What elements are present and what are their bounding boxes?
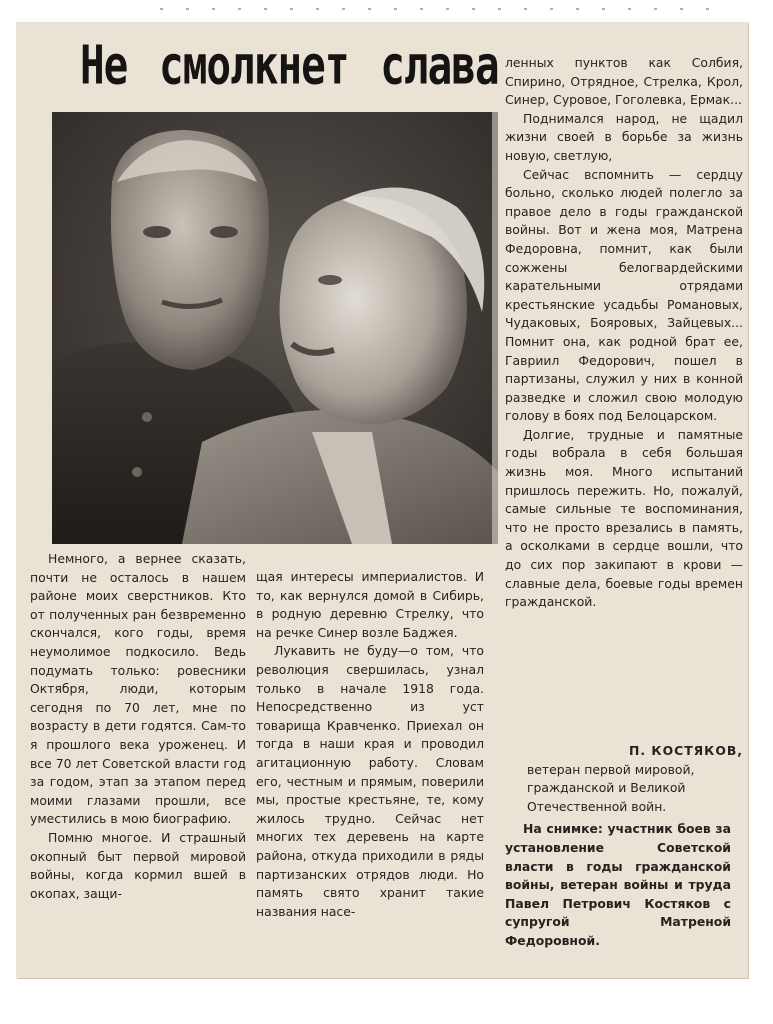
article-photo: [52, 112, 498, 544]
paragraph: Лукавить не буду—о том, что революция свершилась, узнал только в начале 1918 года. Непосредственно из уст товарища Кравченко. Приехал он тогда в наши края и проводил агитационную работу. Словам его, честным и прямым, поверили мы, простые крестьяне, те, кому жилось трудно. Сейчас нет многих тех деревень на карте района, откуда приходили в ряды партизанских отрядов люди. Но память свято хранит такие названия насе-: [256, 643, 484, 919]
paragraph: Помню многое. И страшный окопный быт первой мировой войны, когда кормил вшей в окопах, защи-: [30, 829, 246, 901]
column-2: [256, 568, 484, 921]
paragraph: Долгие, трудные и памятные годы вобрала в себя большая жизнь моя. Много испытаний пришлось пережить. Но, пожалуй, самые сильные те воспоминания, что не просто врезались в память, а осколками в сердце вошли, что до сих пор закипают в крови — славные дела, боевые годы времен гражданской.: [505, 426, 743, 610]
paragraph: Немного, а вернее сказать, почти не осталось в нашем районе моих сверстников. Кто от полученных ран безвременно скончался, кого годы, время неумолимое подкосило. Ведь подумать только: ровесники Октября, люди, которым сегодня по 70 лет, мне по возрасту в дети годятся. Сам-то я прошлого века уроженец. И все 70 лет Советской власти год за годом, этап за этапом перед моими глазами прошли, все уместились в мою биографию.: [30, 551, 246, 827]
column-1: [30, 550, 246, 903]
paragraph: щая интересы империалистов. И то, как вернулся домой в Сибирь, в родную деревню Стрелку, что на речке Синер возле Баджея.: [256, 569, 484, 640]
paragraph: Поднимался народ, не щадил жизни своей в борьбе за жизнь новую, светлую,: [505, 110, 743, 163]
paragraph: ленных пунктов как Солбия, Спирино, Отрядное, Стрелка, Крол, Синер, Суровое, Гоголевка, Ермак...: [505, 55, 743, 108]
page-edge-marks: [160, 8, 720, 10]
column-3: [505, 54, 743, 612]
author-title: ветеран первой мировой, гражданской и Великой Отечественной войн.: [527, 761, 695, 814]
paragraph: Сейчас вспомнить — сердцу больно, сколько людей полегло за правое дело в годы гражданской войны. Вот и жена моя, Матрена Федоровна, помнит, как были сожжены белогвардейскими карательными отрядами крестьянские усадьбы Романовых, Чудаковых, Бояровых, Зайцевых... Помнит она, как родной брат ее, Гавриил Федорович, пошел в партизаны, служил у них в конной разведке и сложил свою молодую голову в боях под Белоцарском.: [505, 166, 743, 424]
headline: Не смолкнет слава: [80, 34, 499, 97]
photo-caption: На снимке: участник боев за установление Советской власти в годы гражданской войны, ветеран войны и труда Павел Петрович Костяков с супругой Матреной Федоровной.: [505, 821, 731, 948]
author-name: П. КОСТЯКОВ,: [629, 743, 743, 758]
signature-block: [505, 740, 743, 951]
